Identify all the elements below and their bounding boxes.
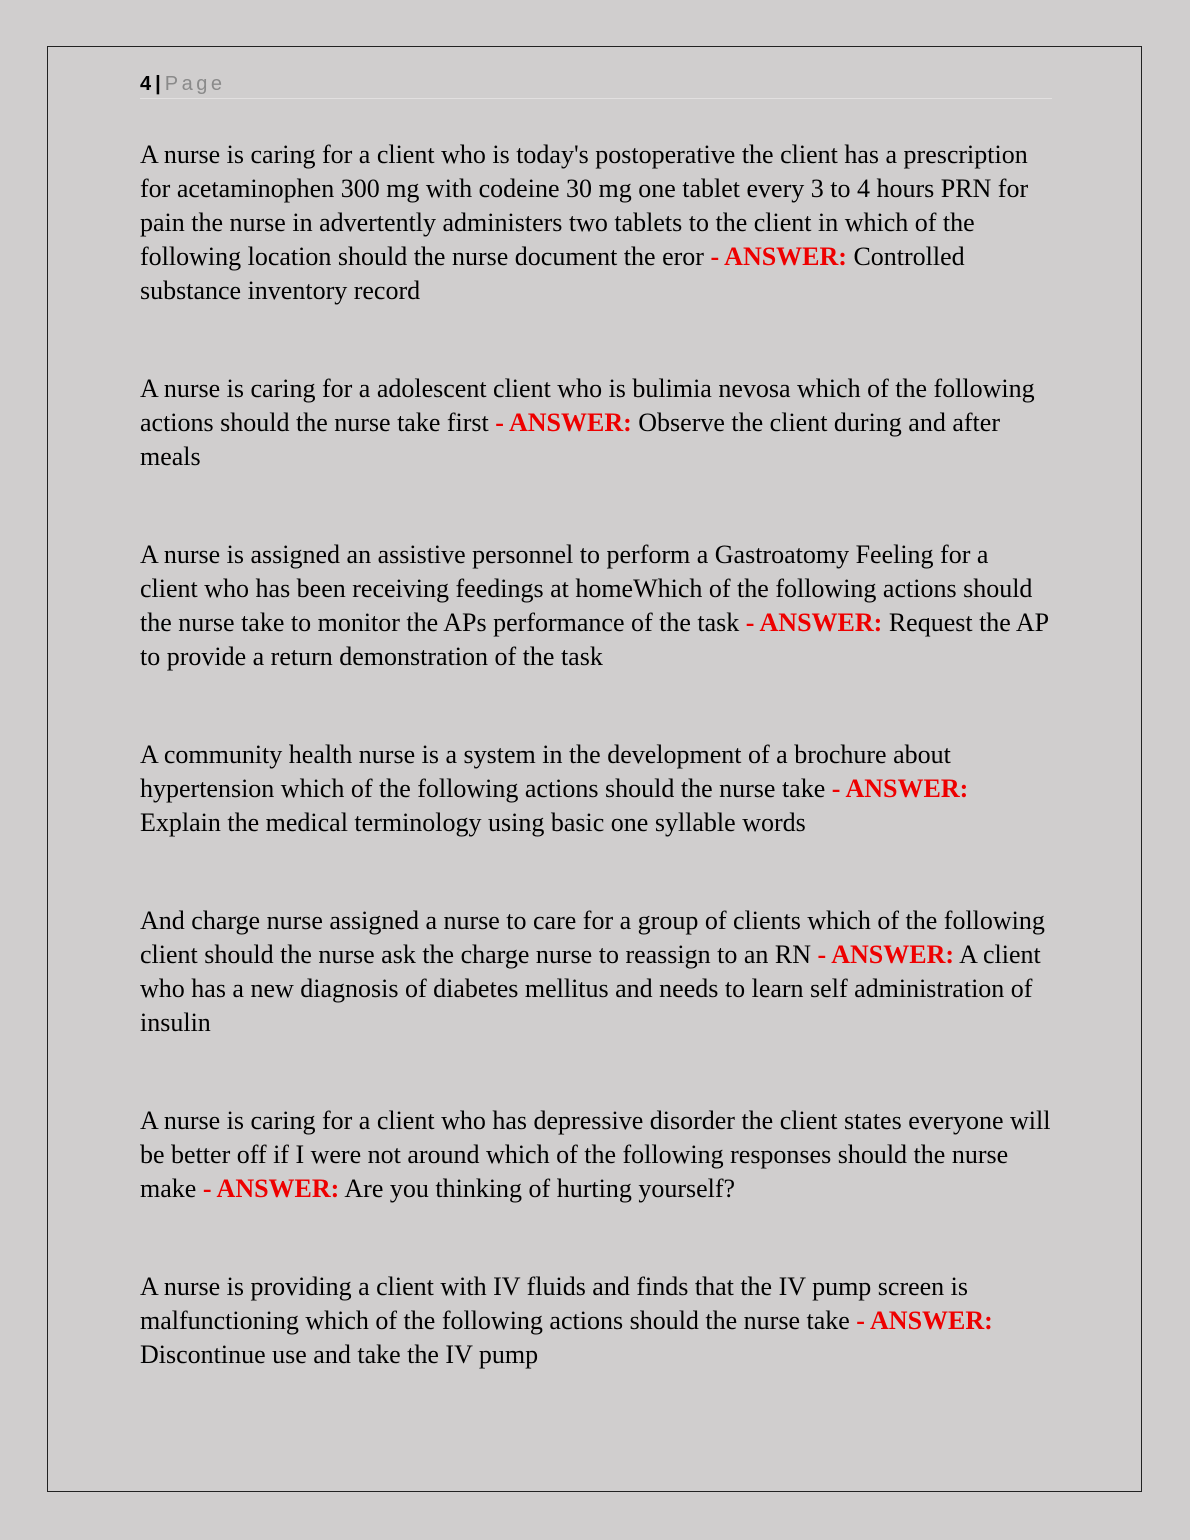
page-header [140, 70, 1052, 99]
answer-text: A client who has a new diagnosis of diabetes mellitus and needs to learn self administration of insulin [140, 940, 1041, 1037]
answer-label: - ANSWER: [831, 774, 969, 803]
answer-label: - ANSWER: [856, 1306, 993, 1335]
answer-label: - ANSWER: [495, 408, 632, 437]
qa-list [140, 138, 1052, 1372]
page-label: Page [164, 73, 226, 95]
question-text: A nurse is providing a client with IV fluids and finds that the IV pump screen is malfunctioning which of the following actions should the nurse take [140, 1272, 969, 1335]
question-text: And charge nurse assigned a nurse to care for a group of clients which of the following client should the nurse ask the charge nurse to reassign to an RN [140, 906, 1045, 969]
answer-label: - ANSWER: [202, 1174, 340, 1203]
question-text: A nurse is caring for a client who is today's postoperative the client has a prescription for acetaminophen 300 mg with codeine 30 mg one tablet every 3 to 4 hours PRN for pain the nurse in advertently administers two tablets to the client in which of the following location should the nurse document the eror [140, 140, 1029, 271]
answer-text: Explain the medical terminology using basic one syllable words [140, 808, 806, 837]
qa-item [140, 904, 1052, 1040]
question-text: A nurse is caring for a adolescent client who is bulimia nevosa which of the following actions should the nurse take first [140, 374, 1035, 437]
qa-item [140, 738, 1052, 840]
qa-item [140, 1104, 1052, 1206]
answer-text: Are you thinking of hurting yourself? [344, 1174, 736, 1203]
answer-label: - ANSWER: [745, 608, 883, 637]
question-text: A community health nurse is a system in the development of a brochure about hypertension which of the following actions should the nurse take [140, 740, 951, 803]
question-text: A nurse is caring for a client who has depressive disorder the client states everyone will be better off if I were not around which of the following responses should the nurse make [140, 1106, 1051, 1203]
answer-text: Observe the client during and after meals [140, 408, 1000, 471]
answer-label: - ANSWER: [817, 940, 955, 969]
page-number: 4 [140, 73, 152, 95]
question-text: A nurse is assigned an assistive personnel to perform a Gastroatomy Feeling for a client who has been receiving feedings at homeWhich of the following actions should the nurse take to monitor the APs performance of the task [140, 540, 1033, 637]
qa-item [140, 1270, 1052, 1372]
qa-item [140, 138, 1052, 308]
qa-item [140, 372, 1052, 474]
qa-item [140, 538, 1052, 674]
answer-text: Discontinue use and take the IV pump [140, 1340, 539, 1369]
answer-text: Request the AP to provide a return demonstration of the task [140, 608, 1049, 671]
answer-text: Controlled substance inventory record [140, 242, 965, 305]
header-separator: | [155, 73, 161, 95]
answer-label: - ANSWER: [710, 242, 847, 271]
